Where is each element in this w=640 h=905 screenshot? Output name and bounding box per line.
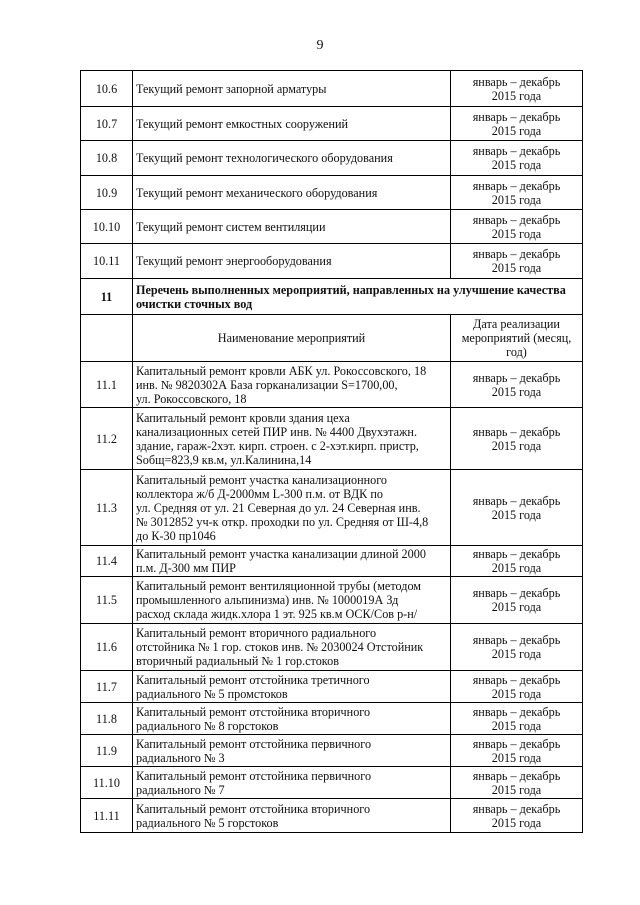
row-date <box>451 546 583 577</box>
row-number: 11.1 <box>81 362 133 408</box>
row-date <box>451 703 583 735</box>
date-period: январь – декабрь <box>472 424 561 439</box>
row-date <box>451 470 583 546</box>
table-row <box>81 735 583 767</box>
section-row <box>81 279 583 315</box>
row-name: Капитальный ремонт вторичного радиального отстойника № 1 гор. стоков инв. № 2030024 Отстойник вторичный радиальный № 1 гор.стоков <box>133 624 451 671</box>
table-row <box>81 362 583 408</box>
table-row <box>81 244 583 279</box>
row-number: 10.10 <box>81 210 133 244</box>
row-number: 11.7 <box>81 671 133 703</box>
row-name: Капитальный ремонт участка канализационного коллектора ж/б Д-2000мм L-300 п.м. от ВДК по ул. Средняя от ул. 21 Северная до ул. 24 Северная инв. № 3012852 уч-к откр. проходки по ул. Средняя от Ш-4,8 до К-30 пр1046 <box>133 470 451 546</box>
row-number: 10.7 <box>81 107 133 141</box>
date-period: январь – декабрь <box>472 212 561 227</box>
works-table <box>80 70 583 833</box>
date-period: январь – декабрь <box>472 370 561 385</box>
row-number: 10.9 <box>81 176 133 210</box>
table-row <box>81 767 583 799</box>
header-date: Дата реализации мероприятий (месяц, год) <box>451 315 583 362</box>
date-period: январь – декабрь <box>472 493 561 508</box>
section-title: Перечень выполненных мероприятий, направленных на улучшение качества очистки сточных вод <box>133 279 583 315</box>
row-name: Капитальный ремонт отстойника вторичного радиального № 8 горстоков <box>133 703 451 735</box>
row-number: 11.9 <box>81 735 133 767</box>
date-year: 2015 года <box>491 782 542 797</box>
page-number: 9 <box>316 38 324 53</box>
date-period: январь – декабрь <box>472 768 561 783</box>
date-period: январь – декабрь <box>472 178 561 193</box>
date-period: январь – декабрь <box>472 247 561 261</box>
row-date <box>451 244 583 279</box>
section-block <box>81 279 583 362</box>
row-name: Текущий ремонт механического оборудования <box>133 176 451 210</box>
column-header-row <box>81 315 583 362</box>
date-period: январь – декабрь <box>472 736 561 751</box>
table-row <box>81 470 583 546</box>
row-name: Текущий ремонт технологического оборудования <box>133 141 451 176</box>
date-year: 2015 года <box>491 158 542 172</box>
row-date <box>451 210 583 244</box>
header-name: Наименование мероприятий <box>133 315 451 362</box>
row-number: 11.3 <box>81 470 133 546</box>
table-row <box>81 799 583 833</box>
date-year: 2015 года <box>491 750 542 765</box>
date-period: январь – декабрь <box>472 109 561 124</box>
row-name: Капитальный ремонт вентиляционной трубы (методом промышленного альпинизма) инв. № 1000019А Зд расход склада жидк.хлора 1 эт. 925 кв.м ОСК/Сов р-н/ <box>133 577 451 624</box>
row-date <box>451 408 583 470</box>
row-number: 11.5 <box>81 577 133 624</box>
table-row <box>81 671 583 703</box>
date-year: 2015 года <box>491 88 542 103</box>
date-year: 2015 года <box>491 123 542 138</box>
row-number: 10.8 <box>81 141 133 176</box>
row-date <box>451 671 583 703</box>
row-name: Текущий ремонт энергооборудования <box>133 244 451 279</box>
maintenance-rows <box>81 71 583 279</box>
row-date <box>451 71 583 107</box>
row-date <box>451 735 583 767</box>
date-year: 2015 года <box>491 600 542 614</box>
row-name: Текущий ремонт емкостных сооружений <box>133 107 451 141</box>
row-number: 11.8 <box>81 703 133 735</box>
row-date <box>451 799 583 833</box>
date-period: январь – декабрь <box>472 547 561 561</box>
date-period: январь – декабрь <box>472 144 561 158</box>
section-number: 11 <box>81 279 133 315</box>
table-row <box>81 176 583 210</box>
table-row <box>81 624 583 671</box>
row-name: Капитальный ремонт участка канализации длиной 2000 п.м. Д-300 мм ПИР <box>133 546 451 577</box>
row-number: 11.4 <box>81 546 133 577</box>
row-date <box>451 624 583 671</box>
table-row <box>81 703 583 735</box>
row-number: 11.11 <box>81 799 133 833</box>
header-empty-cell <box>81 315 133 362</box>
row-name: Капитальный ремонт кровли здания цеха канализационных сетей ПИР инв. № 4400 Двухэтажн. здание, гараж-2хэт. кирп. строен. с 2-хэт.кирп. пристр, Sобщ=823,9 кв.м, ул.Калинина,14 <box>133 408 451 470</box>
row-number: 10.6 <box>81 71 133 107</box>
row-name: Капитальный ремонт отстойника первичного радиального № 3 <box>133 735 451 767</box>
date-period: январь – декабрь <box>472 74 561 89</box>
date-period: январь – декабрь <box>472 633 561 647</box>
date-year: 2015 года <box>491 815 542 830</box>
table-row <box>81 71 583 107</box>
date-period: январь – декабрь <box>472 586 561 600</box>
date-year: 2015 года <box>491 438 542 453</box>
row-name: Капитальный ремонт кровли АБК ул. Рокоссовского, 18 инв. № 9820302А База горканализации S=1700,00, ул. Рокоссовского, 18 <box>133 362 451 408</box>
row-name: Капитальный ремонт отстойника первичного радиального № 7 <box>133 767 451 799</box>
table-row <box>81 141 583 176</box>
date-year: 2015 года <box>491 261 542 275</box>
table-row <box>81 107 583 141</box>
date-year: 2015 года <box>491 718 542 733</box>
row-number: 11.2 <box>81 408 133 470</box>
row-date <box>451 107 583 141</box>
date-year: 2015 года <box>491 507 542 522</box>
table-row <box>81 408 583 470</box>
row-name: Капитальный ремонт отстойника третичного радиального № 5 промстоков <box>133 671 451 703</box>
date-year: 2015 года <box>491 192 542 207</box>
date-period: январь – декабрь <box>472 672 561 687</box>
table-row <box>81 577 583 624</box>
row-date <box>451 362 583 408</box>
row-name: Текущий ремонт систем вентиляции <box>133 210 451 244</box>
date-year: 2015 года <box>491 647 542 661</box>
row-number: 11.10 <box>81 767 133 799</box>
date-period: январь – декабрь <box>472 704 561 719</box>
row-number: 11.6 <box>81 624 133 671</box>
table-row <box>81 210 583 244</box>
row-date <box>451 767 583 799</box>
date-year: 2015 года <box>491 561 542 575</box>
row-date <box>451 176 583 210</box>
row-date <box>451 577 583 624</box>
row-name: Текущий ремонт запорной арматуры <box>133 71 451 107</box>
date-period: январь – декабрь <box>472 801 561 816</box>
date-year: 2015 года <box>491 686 542 701</box>
row-number: 10.11 <box>81 244 133 279</box>
capital-repair-rows <box>81 362 583 833</box>
table-row <box>81 546 583 577</box>
date-year: 2015 года <box>491 384 542 399</box>
date-year: 2015 года <box>491 226 542 241</box>
row-date <box>451 141 583 176</box>
row-name: Капитальный ремонт отстойника вторичного радиального № 5 горстоков <box>133 799 451 833</box>
